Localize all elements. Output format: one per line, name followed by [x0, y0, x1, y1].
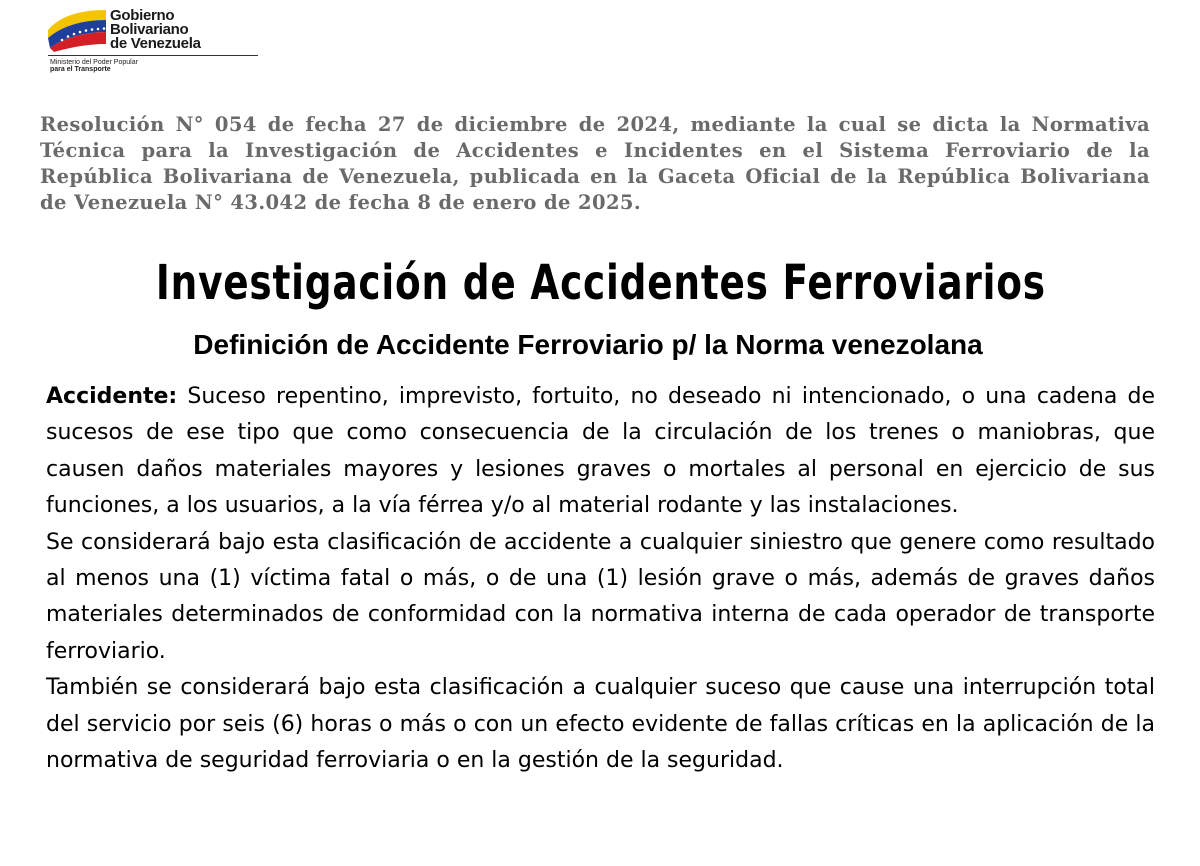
page-title: Investigación de Accidentes Ferroviarios: [155, 255, 1046, 311]
definition-paragraph: [46, 379, 1155, 525]
logo-text-line1: Gobierno: [110, 7, 175, 24]
resolution-citation: Resolución N° 054 de fecha 27 de diciembre de 2024, mediante la cual se dicta la Normativa Técnica para la Investigación de Accidentes e Incidentes en el Sistema Ferroviario de la República Bolivariana de Venezuela, publicada en la Gaceta Oficial de la República Bolivariana de Venezuela N° 43.042 de fecha 8 de enero de 2025.: [40, 113, 1150, 214]
classification-paragraph: Se considerará bajo esta clasificación de accidente a cualquier siniestro que genere como resultado al menos una (1) víctima fatal o más, o de una (1) lesión grave o más, además de graves daños materiales determinados de conformidad con la normativa interna de cada operador de transporte ferroviario.: [46, 529, 1155, 664]
page-subtitle: Definición de Accidente Ferroviario p/ la Norma venezolana: [193, 329, 983, 360]
logo-ministry-line2: para el Transporte: [50, 66, 111, 73]
logo-divider: [48, 55, 258, 56]
logo-ministry-line1: Ministerio del Poder Popular: [50, 59, 138, 66]
logo-text-line2: Bolivariano: [110, 21, 189, 38]
definition-text: Suceso repentino, imprevisto, fortuito, no deseado ni intencionado, o una cadena de sucesos de ese tipo que como consecuencia de la circulación de los trenes o maniobras, que causen daños materiales mayores y lesiones graves o mortales al personal en ejercicio de sus funciones, a los usuarios, a la vía férrea y/o al material rodante y las instalaciones.: [46, 384, 1155, 519]
government-logo: [46, 7, 266, 73]
venezuela-flag-icon: [46, 8, 108, 52]
definition-term: Accidente:: [46, 384, 178, 409]
logo-text-line3: de Venezuela: [110, 35, 201, 52]
interruption-paragraph: También se considerará bajo esta clasificación a cualquier suceso que cause una interrupción total del servicio por seis (6) horas o más o con un efecto evidente de fallas críticas en la aplicación de la normativa de seguridad ferroviaria o en la gestión de la seguridad.: [46, 675, 1155, 774]
definition-body: [46, 379, 1155, 779]
